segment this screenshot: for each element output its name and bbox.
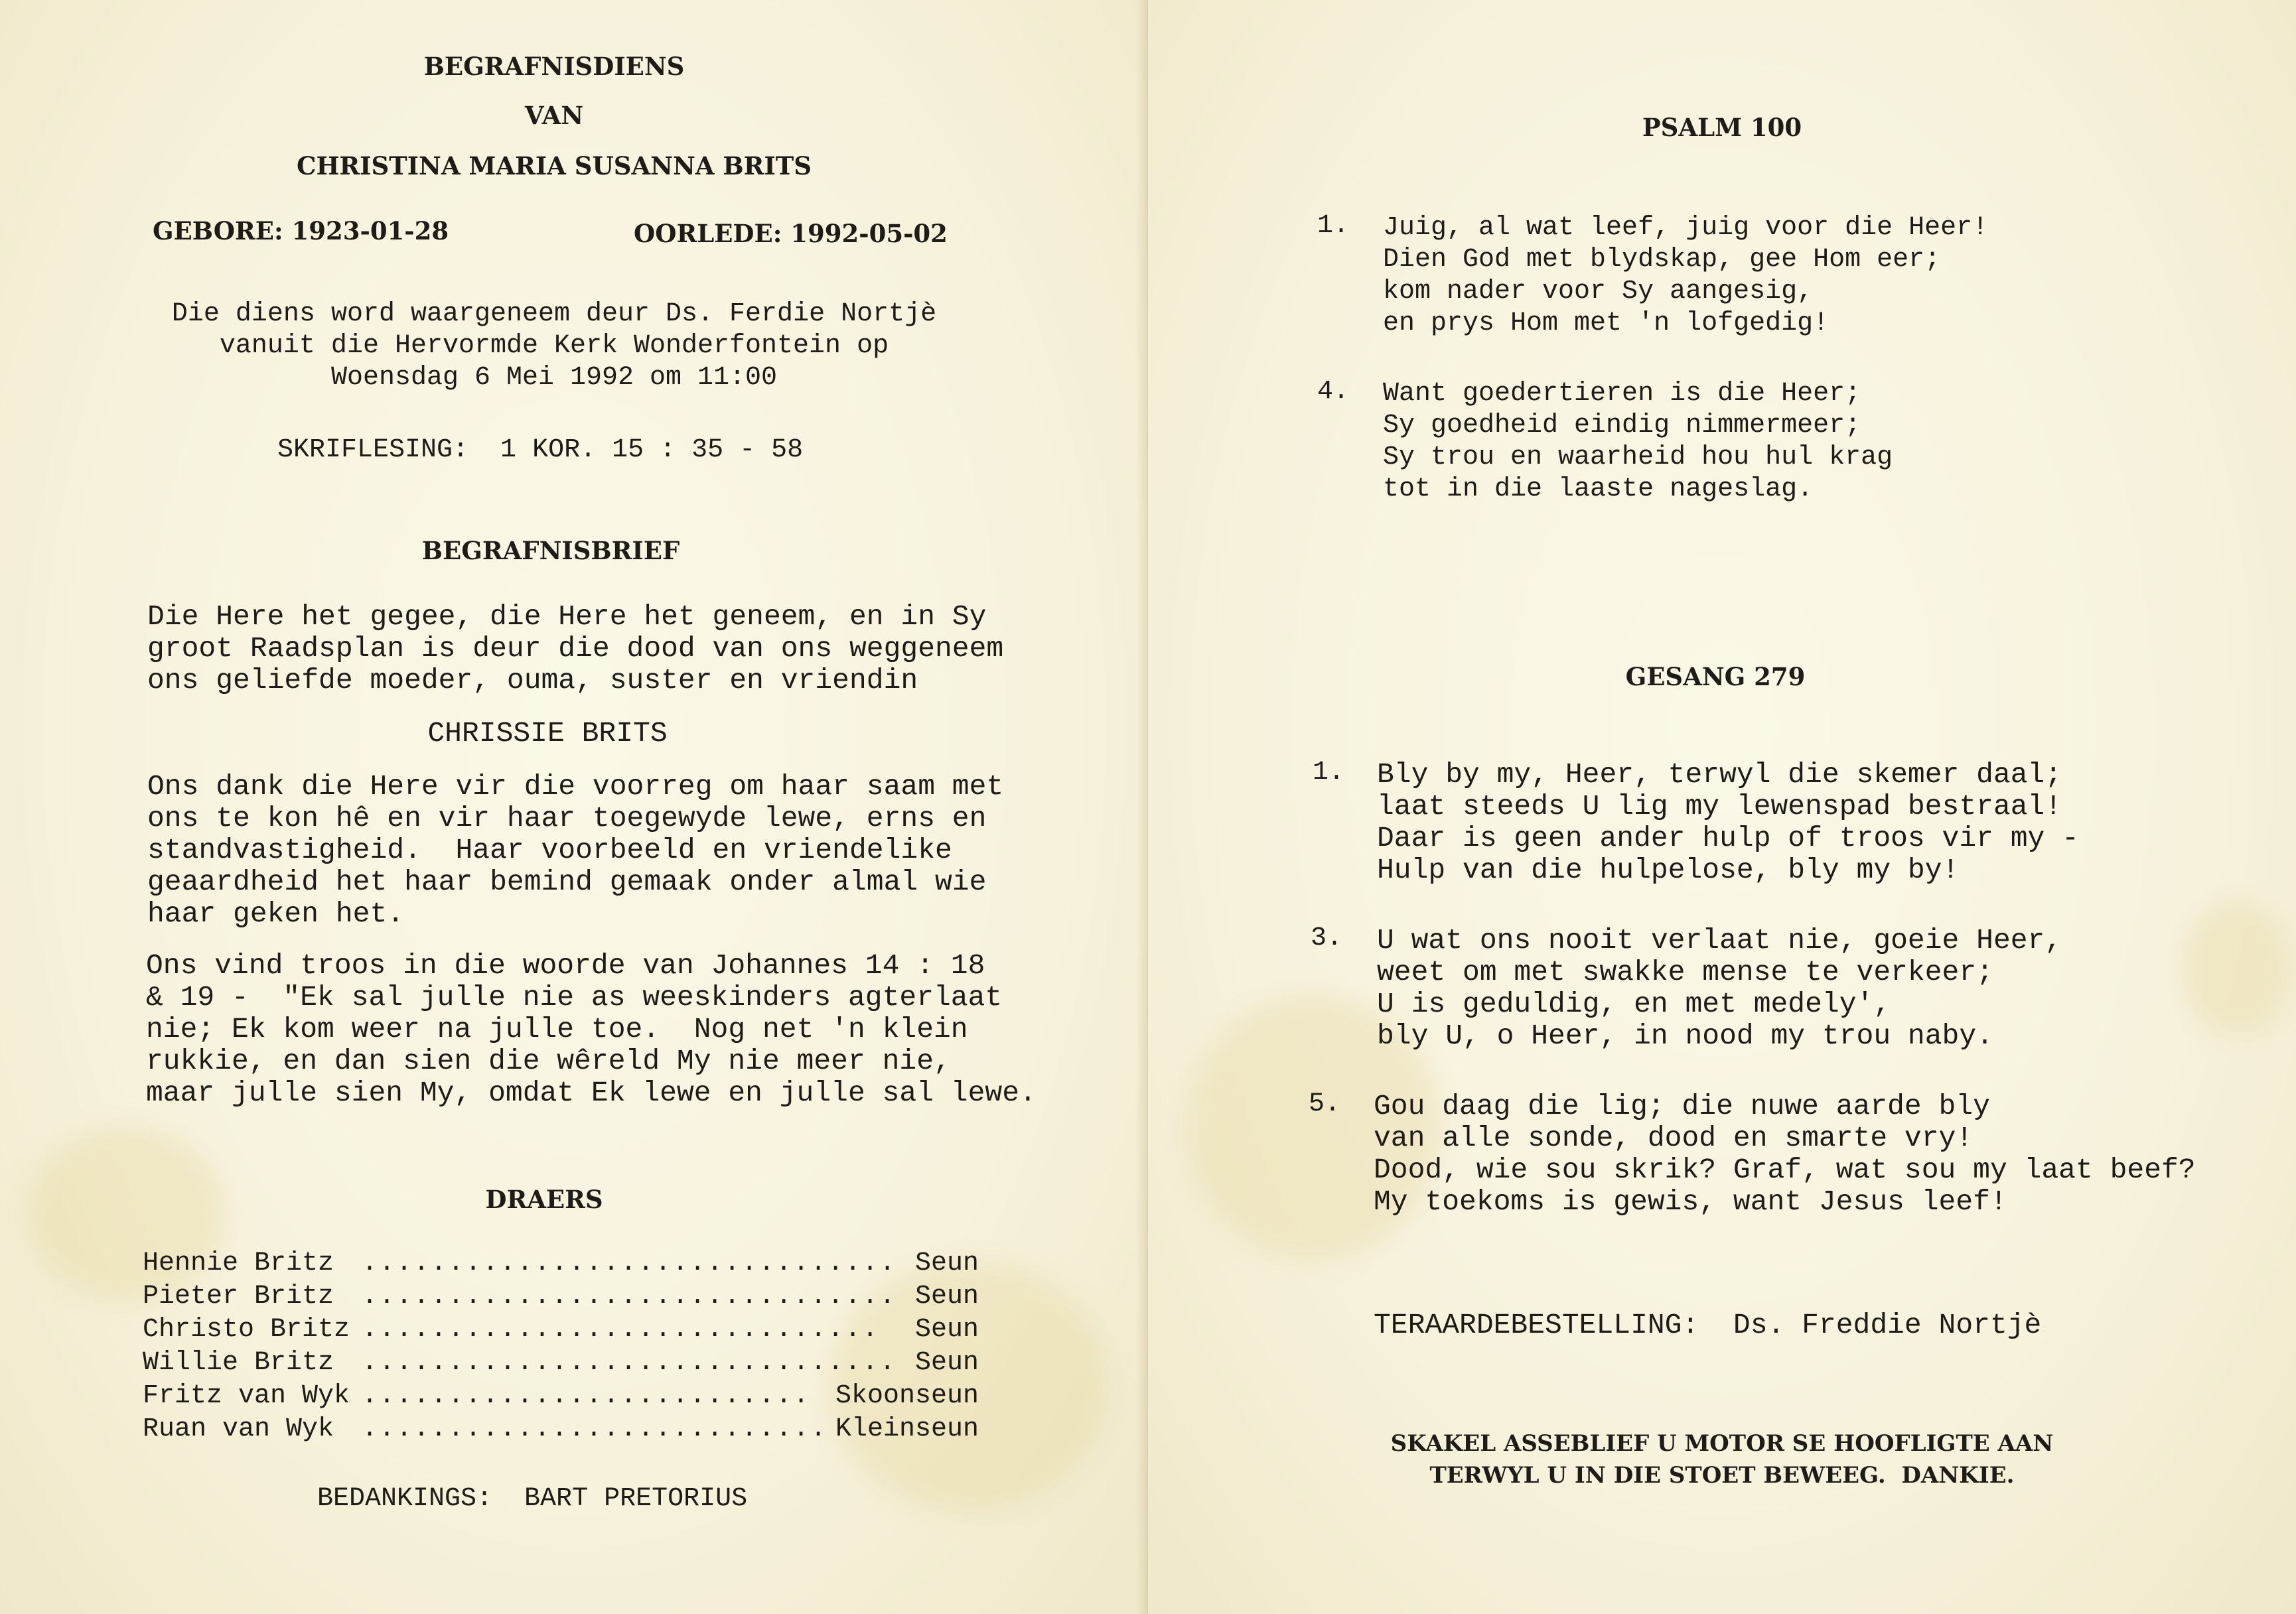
death-date: OORLEDE: 1992-05-02	[634, 219, 948, 248]
service-details	[0, 299, 1108, 394]
letter-paragraph-2	[147, 771, 1003, 930]
bearer-dots: ..........................	[362, 1381, 811, 1411]
verse-line: van alle sonde, dood en smarte vry!	[1374, 1122, 1973, 1154]
verse-line: Dien God met blydskap, gee Hom eer;	[1383, 245, 1941, 275]
program-title: BEGRAFNISDIENS	[423, 52, 685, 81]
hymn-verse	[1377, 925, 2062, 1052]
bearer-name: Willie Britz	[143, 1348, 334, 1378]
verse-line: Juig, al wat leef, juig voor die Heer!	[1383, 213, 1989, 243]
verse-number: 5.	[1309, 1089, 1341, 1119]
verse-line: bly U, o Heer, in nood my trou naby.	[1377, 1020, 1993, 1052]
bearer-dots: ..............................	[362, 1315, 880, 1345]
bearer-row	[143, 1282, 979, 1315]
service-line: Woensdag 6 Mei 1992 om 11:00	[330, 363, 778, 393]
notice-line: TERWYL U IN DIE STOET BEWEEG. DANKIE.	[1429, 1462, 2015, 1489]
verse-line: Want goedertieren is die Heer;	[1383, 379, 1861, 409]
letter-line: rukkie, en dan sien die wêreld My nie meer nie,	[146, 1045, 951, 1077]
verse-line: laat steeds U lig my lewenspad bestraal!	[1377, 790, 2062, 823]
bearer-relation: Seun	[914, 1348, 979, 1378]
psalm-heading: PSALM 100	[1642, 113, 1802, 142]
letter-line: groot Raadsplan is deur die dood van ons weggeneem	[147, 632, 1004, 665]
verse-line: kom nader voor Sy aangesig,	[1383, 277, 1814, 306]
acknowledgements: BEDANKINGS: BART PRETORIUS	[317, 1484, 748, 1514]
bearer-name: Hennie Britz	[143, 1248, 334, 1278]
letter-line: Ons vind troos in die woorde van Johannes 14 : 18	[146, 949, 985, 982]
verse-number: 4.	[1317, 377, 1350, 407]
verse-number: 3.	[1311, 923, 1343, 953]
bearers-heading: DRAERS	[485, 1185, 603, 1214]
bearer-name: Ruan van Wyk	[143, 1414, 334, 1444]
bearer-row	[143, 1315, 979, 1348]
verse-line: Hulp van die hulpelose, bly my by!	[1377, 854, 1960, 886]
paper-stain	[2183, 902, 2289, 1035]
verse-number: 1.	[1313, 758, 1345, 787]
committal: TERAARDEBESTELLING: Ds. Freddie Nortjè	[1374, 1309, 2042, 1341]
letter-heading: BEGRAFNISBRIEF	[421, 536, 680, 565]
letter-paragraph-1	[147, 601, 1003, 697]
verse-line: Sy trou en waarheid hou hul krag	[1383, 442, 1893, 472]
bearer-name: Pieter Britz	[143, 1282, 334, 1311]
bearer-name: Christo Britz	[143, 1315, 350, 1345]
bearer-name: Fritz van Wyk	[143, 1381, 350, 1411]
letter-line: nie; Ek kom weer na julle toe. Nog net 'n klein	[146, 1013, 968, 1045]
bearer-relation: Seun	[914, 1315, 979, 1345]
bearer-relation: Kleinseun	[835, 1414, 979, 1444]
verse-line: Sy goedheid eindig nimmermeer;	[1383, 411, 1861, 440]
letter-paragraph-3	[146, 950, 1037, 1109]
headlights-notice	[1148, 1428, 2296, 1491]
letter-line: ons geliefde moeder, ouma, suster en vriendin	[147, 664, 918, 697]
letter-line: Die Here het gegee, die Here het geneem, en in Sy	[147, 600, 987, 633]
verse-line: Daar is geen ander hulp of troos vir my -	[1377, 822, 2079, 854]
bearer-row	[143, 1414, 979, 1447]
verse-line: My toekoms is gewis, want Jesus leef!	[1374, 1185, 2007, 1218]
service-line: vanuit die Hervormde Kerk Wonderfontein op	[219, 331, 889, 361]
hymn-verse	[1377, 759, 2079, 886]
hymn-verse	[1374, 1091, 2196, 1218]
right-page	[1148, 0, 2296, 1614]
birth-date: GEBORE: 1923-01-28	[153, 216, 449, 245]
letter-line: & 19 - "Ek sal julle nie as weeskinders agterlaat	[146, 981, 1003, 1014]
psalm-verse	[1383, 212, 1988, 340]
bearer-row	[143, 1381, 979, 1414]
bearer-row	[143, 1348, 979, 1381]
bearer-relation: Seun	[914, 1282, 979, 1311]
verse-line: Dood, wie sou skrik? Graf, wat sou my laat beef?	[1374, 1154, 2196, 1186]
verse-line: Bly by my, Heer, terwyl die skemer daal;	[1377, 758, 2062, 791]
notice-line: SKAKEL ASSEBLIEF U MOTOR SE HOOFLIGTE AAN	[1390, 1430, 2054, 1457]
bearer-row	[143, 1248, 979, 1282]
verse-line: weet om met swakke mense te verkeer;	[1377, 956, 1993, 988]
service-line: Die diens word waargeneem deur Ds. Ferdie Nortjè	[171, 299, 937, 329]
hymn-heading: GESANG 279	[1625, 662, 1806, 691]
letter-line: haar geken het.	[147, 898, 405, 930]
letter-line: maar julle sien My, omdat Ek lewe en julle sal lewe.	[146, 1077, 1037, 1109]
verse-line: U wat ons nooit verlaat nie, goeie Heer,	[1377, 924, 2062, 957]
bearer-relation: Seun	[914, 1248, 979, 1278]
scripture-reading: SKRIFLESING: 1 KOR. 15 : 35 - 58	[277, 435, 804, 465]
deceased-nickname: CHRISSIE BRITS	[427, 717, 668, 750]
program-van: VAN	[524, 101, 584, 130]
verse-number: 1.	[1317, 211, 1350, 241]
psalm-verse	[1383, 378, 1893, 505]
bearer-dots: ...............................	[362, 1248, 897, 1278]
letter-line: Ons dank die Here vir die voorreg om haar saam met	[147, 770, 1004, 803]
verse-line: U is geduldig, en met medely',	[1377, 988, 1891, 1020]
letter-line: geaardheid het haar bemind gemaak onder almal wie	[147, 866, 987, 898]
bearer-relation: Skoonseun	[835, 1381, 979, 1411]
verse-line: en prys Hom met 'n lofgedig!	[1383, 308, 1830, 338]
verse-line: Gou daag die lig; die nuwe aarde bly	[1374, 1090, 1990, 1122]
letter-line: standvastigheid. Haar voorbeeld en vriendelike	[147, 834, 952, 866]
bearer-dots: ...............................	[362, 1348, 897, 1378]
bearer-dots: ...........................	[362, 1414, 828, 1444]
letter-line: ons te kon hê en vir haar toegewyde lewe, erns en	[147, 802, 987, 835]
verse-line: tot in die laaste nageslag.	[1383, 474, 1814, 504]
deceased-name: CHRISTINA MARIA SUSANNA BRITS	[297, 151, 812, 180]
bearer-dots: ...............................	[362, 1282, 897, 1311]
